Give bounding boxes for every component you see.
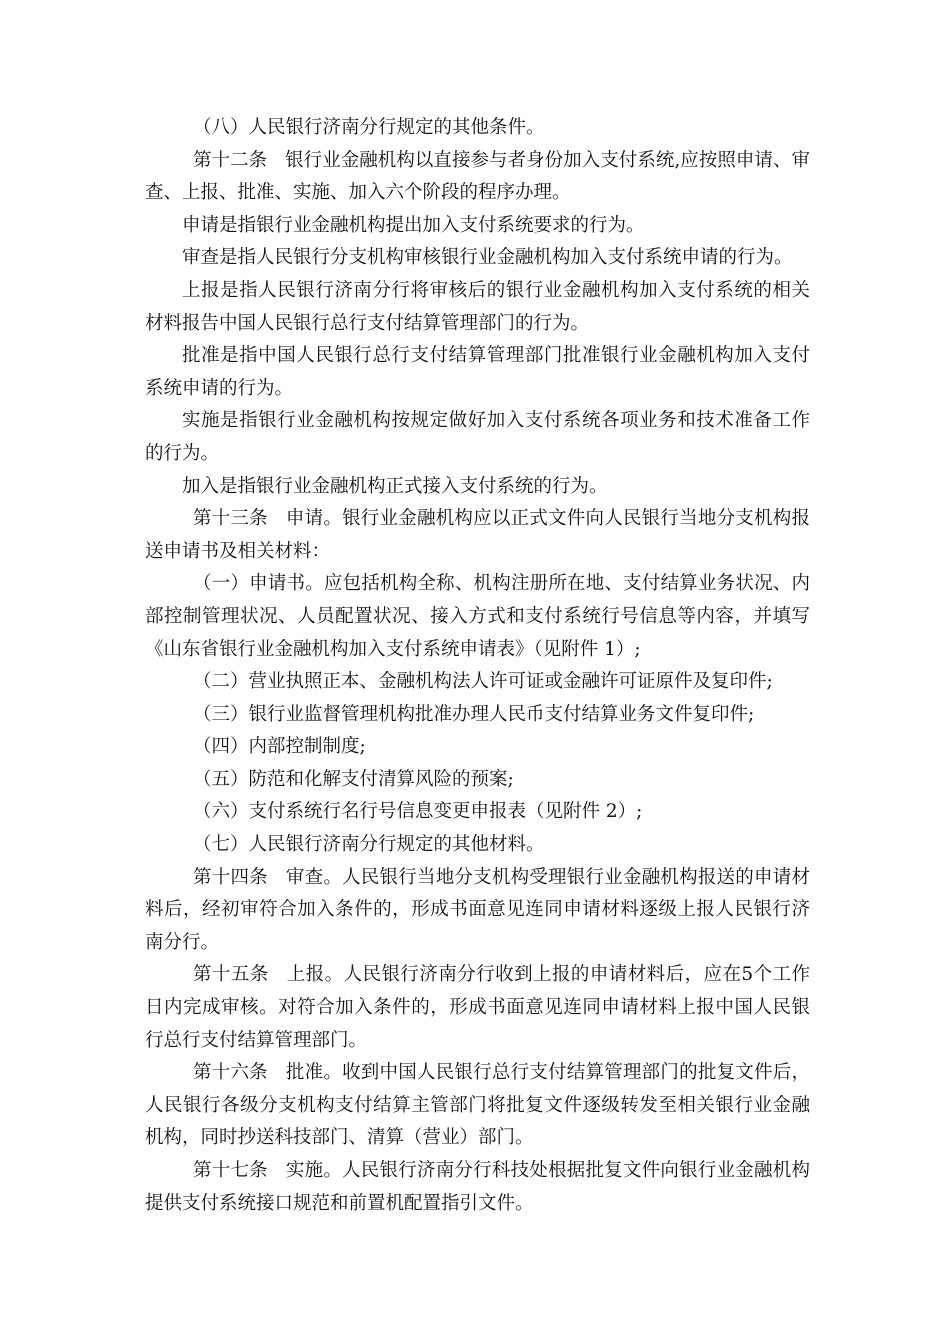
definition-paragraph: 申请是指银行业金融机构提出加入支付系统要求的行为。 xyxy=(182,214,645,236)
list-item: （一）申请书。应包括机构全称、机构注册所在地、支付结算业务状况、内部控制管理状况、人员配置状况、接入方式和支付系统行号信息等内容，并填写《山东省银行业金融机构加入支付系统申请表》（见附件 1）; xyxy=(145,573,810,660)
definition-paragraph: 批准是指中国人民银行总行支付结算管理部门批准银行业金融机构加入支付系统申请的行为。 xyxy=(145,345,810,399)
article-paragraph xyxy=(145,1155,810,1220)
definition-paragraph: 实施是指银行业金融机构按规定做好加入支付系统各项业务和技术准备工作的行为。 xyxy=(145,410,810,464)
article-paragraph xyxy=(145,503,810,568)
definition-paragraph: 加入是指银行业金融机构正式接入支付系统的行为。 xyxy=(182,475,608,497)
article-text: 申请。银行业金融机构应以正式文件向人民银行当地分支机构报送申请书及相关材料： xyxy=(145,508,810,562)
list-item: （五）防范和化解支付清算风险的预案; xyxy=(193,768,514,790)
article-number: 第十二条 xyxy=(193,149,268,171)
article-text: 上报。人民银行济南分行收到上报的申请材料后，应在5个工作日内完成审核。对符合加入条件的，形成书面意见连同申请材料上报中国人民银行总行支付结算管理部门。 xyxy=(145,964,810,1051)
article-number: 第十三条 xyxy=(193,508,268,530)
definition-paragraph: 审查是指人民银行分支机构审核银行业金融机构加入支付系统申请的行为。 xyxy=(182,247,793,269)
article-number: 第十六条 xyxy=(193,1062,268,1084)
definition-paragraph: 上报是指人民银行济南分行将审核后的银行业金融机构加入支付系统的相关材料报告中国人民银行总行支付结算管理部门的行为。 xyxy=(145,279,810,334)
document-page xyxy=(145,112,810,1220)
article-number: 第十四条 xyxy=(193,866,268,888)
list-item: （三）银行业监督管理机构批准办理人民币支付结算业务文件复印件; xyxy=(193,703,755,725)
article-paragraph xyxy=(145,1057,810,1155)
article-text: 审查。人民银行当地分支机构受理银行业金融机构报送的申请材料后，经初审符合加入条件的，形成书面意见连同申请材料逐级上报人民银行济南分行。 xyxy=(145,866,810,953)
list-item: （二）营业执照正本、金融机构法人许可证或金融许可证原件及复印件; xyxy=(193,671,773,693)
article-number: 第十七条 xyxy=(193,1160,268,1181)
article-paragraph xyxy=(145,862,810,960)
article-text: 银行业金融机构以直接参与者身份加入支付系统,应按照申请、审查、上报、批准、实施、加入六个阶段的程序办理。 xyxy=(145,149,810,204)
list-item: （七）人民银行济南分行规定的其他材料。 xyxy=(193,834,545,856)
article-paragraph xyxy=(145,959,810,1057)
list-item: （八）人民银行济南分行规定的其他条件。 xyxy=(193,117,545,138)
article-paragraph xyxy=(145,145,810,210)
article-text: 实施。人民银行济南分行科技处根据批复文件向银行业金融机构提供支付系统接口规范和前置机配置指引文件。 xyxy=(145,1160,810,1214)
list-item: （六）支付系统行名行号信息变更申报表（见附件 2）; xyxy=(193,801,643,823)
article-text: 批准。收到中国人民银行总行支付结算管理部门的批复文件后，人民银行各级分支机构支付结算主管部门将批复文件逐级转发至相关银行业金融机构，同时抄送科技部门、清算（营业）部门。 xyxy=(145,1062,810,1149)
list-item: （四）内部控制制度; xyxy=(193,736,366,758)
article-number: 第十五条 xyxy=(193,964,269,986)
